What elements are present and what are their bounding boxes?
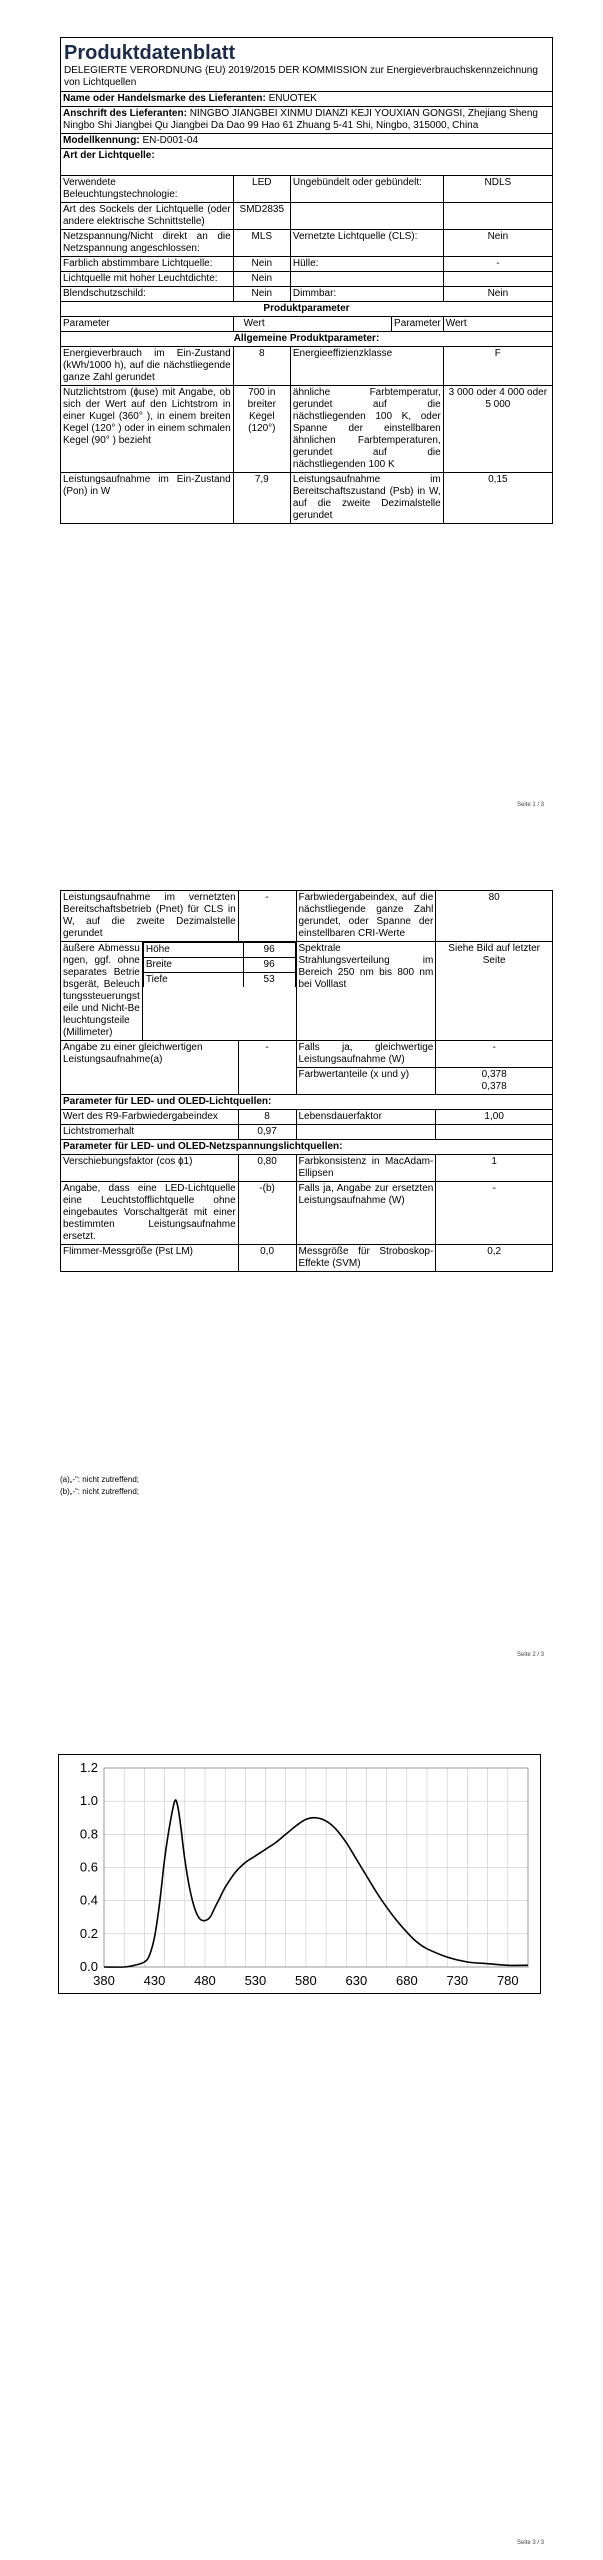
page-2 — [0, 870, 603, 1690]
row-value — [443, 272, 552, 287]
page-number: Seite 1 / 3 — [517, 802, 545, 808]
col-value-header: Wert — [233, 317, 391, 332]
color-x-value: 0,378 — [481, 1069, 507, 1080]
model-value: EN-D001-04 — [142, 135, 199, 146]
col-value-header-2: Wert — [443, 317, 552, 332]
flux-value: 0,97 — [238, 1125, 296, 1140]
model-label: Modellkennung: — [63, 135, 140, 146]
dims-table — [143, 942, 296, 987]
life-label: Lebensdauerfaktor — [296, 1110, 436, 1125]
table-row — [61, 176, 553, 203]
led-claim-label: Angabe, dass eine LED-Lichtquelle eine Leuchtstofflichtquelle ohne eingebautes Vorschaltgerät mit einer bestimmten Leistungsaufnahme ersetzt. — [61, 1182, 239, 1245]
lightsource-type-label: Art der Lichtquelle: — [63, 150, 155, 161]
y-tick-label: 0.4 — [79, 1892, 98, 1908]
param-value: 700 in breiter Kegel (120°) — [233, 386, 290, 473]
table-row — [61, 473, 553, 524]
param-label: Farbwiedergabeindex, auf die nächstliegende ganze Zahl gerundet, oder Spanne der einstellbaren CRI-Werte — [296, 891, 436, 942]
param-value: 0,15 — [443, 473, 552, 524]
page-1 — [0, 0, 603, 830]
page-number: Seite 2 / 3 — [517, 1652, 545, 1658]
strobo-label: Messgröße für Stroboskop-Effekte (SVM) — [296, 1245, 436, 1272]
param-label: Nutzlichtstrom (ɸuse) mit Angabe, ob sich der Wert auf den Lichtstrom in einer Kugel (360° ), in einem breiten Kegel (120° ) oder in einem schmalen Kegel (90° ) bezieht — [61, 386, 234, 473]
x-tick-label: 530 — [244, 1973, 267, 1988]
macadam-value: 1 — [436, 1155, 553, 1182]
param-value: 3 000 oder 4 000 oder 5 000 — [443, 386, 552, 473]
footnote-a: (a)„-“: nicht zutreffend; — [60, 1475, 139, 1484]
supplier-address-label: Anschrift des Lieferanten: — [63, 108, 187, 119]
dim-value: 96 — [243, 958, 295, 973]
param-label: Leistungsaufnahme im Ein-Zustand (Pon) in W — [61, 473, 234, 524]
table-row — [61, 287, 553, 302]
param-value: 80 — [436, 891, 553, 942]
y-tick-label: 0.2 — [79, 1925, 98, 1941]
table-row — [61, 386, 553, 473]
shift-value: 0,80 — [238, 1155, 296, 1182]
led-claim-value: -(b) — [238, 1182, 296, 1245]
row-value: Nein — [233, 287, 290, 302]
spectral-value: Siehe Bild auf letzter Seite — [436, 942, 553, 1041]
col-param-header-2: Parameter — [392, 317, 444, 332]
color-y-value: 0,378 — [481, 1081, 507, 1092]
table-row — [61, 347, 553, 386]
row-value: SMD2835 — [233, 203, 290, 230]
page-title: Produktdatenblatt — [64, 42, 236, 64]
table-row — [61, 1155, 553, 1182]
x-tick-label: 730 — [446, 1973, 469, 1988]
life-value: 1,00 — [436, 1110, 553, 1125]
product-params-header: Produktparameter — [61, 302, 553, 317]
dim-key: Breite — [143, 958, 243, 973]
product-datasheet-table-2 — [60, 890, 553, 1272]
x-tick-label: 430 — [143, 1973, 166, 1988]
row-value — [443, 203, 552, 230]
x-tick-label: 480 — [194, 1973, 216, 1988]
y-tick-label: 0.8 — [79, 1826, 98, 1842]
footnote-b: (b)„-“: nicht zutreffend; — [60, 1487, 139, 1496]
dim-value: 53 — [243, 973, 295, 988]
table-row — [61, 230, 553, 257]
row-label: Hülle: — [290, 257, 443, 272]
param-value: F — [443, 347, 552, 386]
row-label: Vernetzte Lichtquelle (CLS): — [290, 230, 443, 257]
replaced-label: Falls ja, Angabe zur ersetzten Leistungsaufnahme (W) — [296, 1182, 436, 1245]
y-tick-label: 0.0 — [79, 1959, 98, 1974]
row-label: Verwendete Beleuchtungstechnologie: — [61, 176, 234, 203]
equiv-label: Angabe zu einer gleichwertigen Leistungsaufnahme(a) — [61, 1041, 239, 1095]
param-label: Energieeffizienzklasse — [290, 347, 443, 386]
row-label: Farblich abstimmbare Lichtquelle: — [61, 257, 234, 272]
row-value: LED — [233, 176, 290, 203]
x-tick-label: 630 — [345, 1973, 368, 1988]
param-label: Leistungsaufnahme im Bereitschaftszustand (Psb) in W, auf die zweite Dezimalstelle gerundet — [290, 473, 443, 524]
row-label: Dimmbar: — [290, 287, 443, 302]
table-row — [61, 1245, 553, 1272]
general-params-header: Allgemeine Produktparameter: — [61, 332, 553, 347]
row-value: Nein — [443, 287, 552, 302]
x-tick-label: 680 — [396, 1973, 418, 1988]
supplier-address-value: NINGBO JIANGBEI XINMU DIANZI KEJI YOUXIAN GONGSI, Zhejiang Sheng Ningbo Shi Jiangbei Qu Jiangbei Da Dao 99 Hao 61 Zhuang 5-41 Shi, Ningbo, 315000, China — [63, 108, 538, 131]
row-value: Nein — [233, 257, 290, 272]
table-row — [61, 942, 553, 1041]
mains-header: Parameter für LED- und OLED-Netzspannungslichtquellen: — [61, 1140, 553, 1155]
replaced-value: - — [436, 1182, 553, 1245]
shift-label: Verschiebungsfaktor (cos ɸ1) — [61, 1155, 239, 1182]
y-tick-label: 1.0 — [79, 1793, 98, 1809]
param-label: ähnliche Farbtemperatur, gerundet auf die nächstliegenden 100 K, oder Spanne der einstellbaren ähnlichen Farbtemperaturen, gerundet auf die nächstliegenden 100 K — [290, 386, 443, 473]
page-number: Seite 3 / 3 — [517, 2540, 545, 2546]
page-3 — [0, 1730, 603, 2560]
table-row — [61, 272, 553, 287]
dims-label: äußere Abmessungen, ggf. ohne separates Betriebsgerät, Beleuchtungssteuerungsteile und Nicht-Beleuchtungsteile (Millimeter) — [61, 942, 143, 1041]
param-value: 7,9 — [233, 473, 290, 524]
row-label — [290, 272, 443, 287]
param-value: - — [238, 891, 296, 942]
param-value: 8 — [233, 347, 290, 386]
table-row — [61, 257, 553, 272]
table-row — [61, 1125, 553, 1140]
led-header: Parameter für LED- und OLED-Lichtquellen: — [61, 1095, 553, 1110]
row-value: - — [443, 257, 552, 272]
supplier-name-value: ENUOTEK — [268, 93, 317, 104]
row-label — [290, 203, 443, 230]
param-label: Energieverbrauch im Ein-Zustand (kWh/1000 h), auf die nächstliegende ganze Zahl gerundet — [61, 347, 234, 386]
row-label: Blendschutzschild: — [61, 287, 234, 302]
row-label: Ungebündelt oder gebündelt: — [290, 176, 443, 203]
supplier-name-label: Name oder Handelsmarke des Lieferanten: — [63, 93, 266, 104]
row-label: Art des Sockels der Lichtquelle (oder andere elektrische Schnittstelle) — [61, 203, 234, 230]
strobo-value: 0,2 — [436, 1245, 553, 1272]
regulation-text: DELEGIERTE VERORDNUNG (EU) 2019/2015 DER KOMMISSION zur Energieverbrauchskennzeichnung von Lichtquellen — [64, 65, 538, 88]
dim-key: Tiefe — [143, 973, 243, 988]
row-value: NDLS — [443, 176, 552, 203]
row-value: MLS — [233, 230, 290, 257]
row-value: Nein — [233, 272, 290, 287]
dim-value: 96 — [243, 943, 295, 958]
x-tick-label: 580 — [295, 1973, 317, 1988]
row-value: Nein — [443, 230, 552, 257]
table-row — [61, 1110, 553, 1125]
y-tick-label: 1.2 — [79, 1760, 98, 1775]
spectral-label: Spektrale Strahlungsverteilung im Bereich 250 nm bis 800 nm bei Volllast — [296, 942, 436, 1041]
spectral-distribution-chart — [58, 1754, 541, 1994]
macadam-label: Farbkonsistenz in MacAdam-Ellipsen — [296, 1155, 436, 1182]
equiv-label-2: Falls ja, gleichwertige Leistungsaufnahme (W) — [296, 1041, 436, 1068]
table-row — [61, 1182, 553, 1245]
row-label: Lichtquelle mit hoher Leuchtdichte: — [61, 272, 234, 287]
flux-label: Lichtstromerhalt — [61, 1125, 239, 1140]
x-tick-label: 380 — [93, 1973, 115, 1988]
equiv-value: - — [238, 1041, 296, 1095]
table-row — [61, 1041, 553, 1068]
table-row — [61, 891, 553, 942]
dim-key: Höhe — [143, 943, 243, 958]
x-tick-label: 780 — [496, 1973, 519, 1988]
equiv-value-2: - — [436, 1041, 553, 1068]
y-tick-label: 0.6 — [79, 1859, 98, 1875]
product-datasheet-table-1 — [60, 37, 553, 524]
flicker-value: 0,0 — [238, 1245, 296, 1272]
color-label: Farbwertanteile (x und y) — [296, 1068, 436, 1095]
flicker-label: Flimmer-Messgröße (Pst LM) — [61, 1245, 239, 1272]
r9-label: Wert des R9-Farbwiedergabeindex — [61, 1110, 239, 1125]
row-label: Netzspannung/Nicht direkt an die Netzspannung angeschlossen: — [61, 230, 234, 257]
param-label: Leistungsaufnahme im vernetzten Bereitschaftsbetrieb (Pnet) für CLS in W, auf die zweite Dezimalstelle gerundet — [61, 891, 239, 942]
r9-value: 8 — [238, 1110, 296, 1125]
col-param-header: Parameter — [61, 317, 234, 332]
table-row — [61, 203, 553, 230]
